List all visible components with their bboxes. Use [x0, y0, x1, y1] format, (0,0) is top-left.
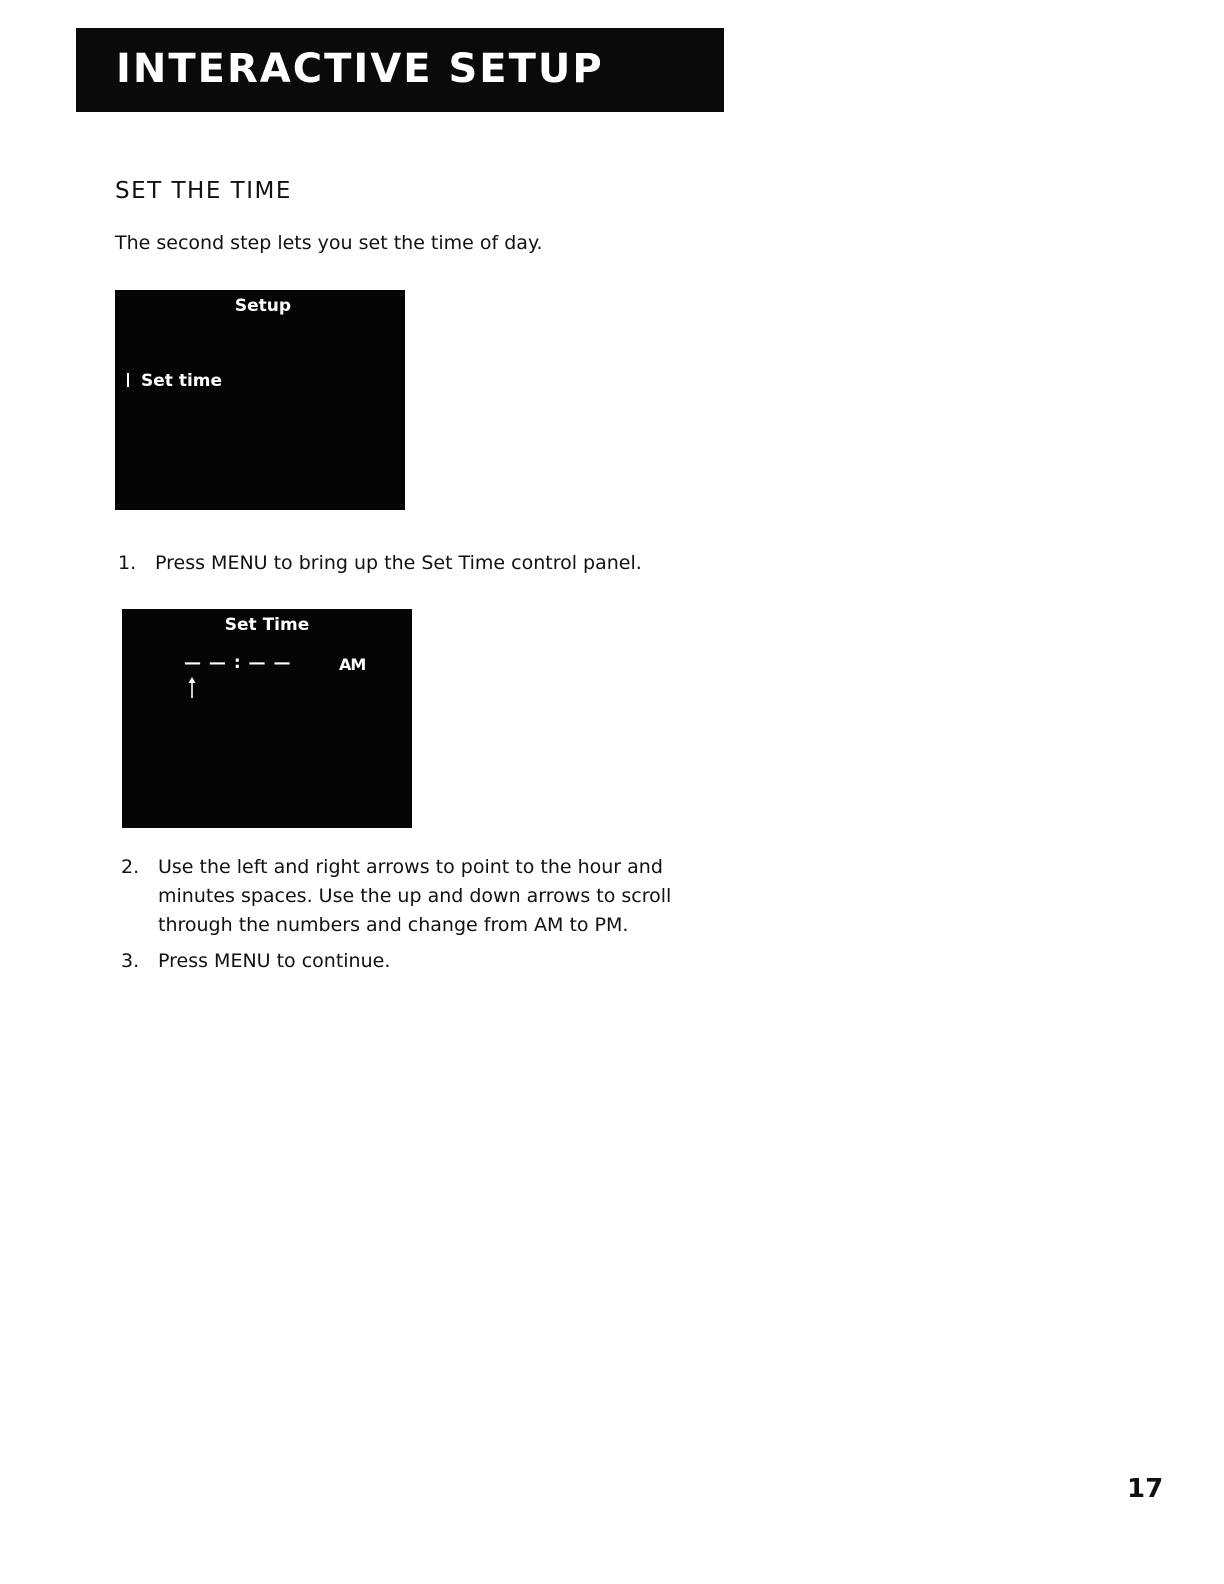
time-display: — — : — —	[184, 653, 292, 673]
step-text: Press MENU to continue.	[158, 950, 391, 972]
step-text	[158, 853, 671, 940]
step-number: 1.	[118, 552, 137, 574]
set-time-screen	[122, 609, 412, 828]
up-arrow-cursor-icon	[186, 677, 198, 699]
set-time-screen-title: Set Time	[224, 615, 310, 635]
page-number: 17	[1127, 1474, 1164, 1504]
step-number: 2.	[121, 856, 140, 878]
step-line: minutes spaces. Use the up and down arrows to scroll	[158, 885, 672, 907]
set-time-menu-item	[127, 371, 222, 391]
step-line: Use the left and right arrows to point to the hour and	[158, 856, 663, 878]
section-title: SET THE TIME	[115, 178, 292, 204]
setup-menu-screen	[115, 290, 405, 510]
am-pm-indicator: AM	[339, 655, 366, 674]
intro-text: The second step lets you set the time of day.	[115, 232, 543, 254]
step-text: Press MENU to bring up the Set Time control panel.	[155, 552, 642, 574]
step-line: through the numbers and change from AM to PM.	[158, 914, 629, 936]
step-number: 3.	[121, 950, 140, 972]
header-banner	[76, 28, 724, 112]
selection-marker-icon	[127, 373, 129, 387]
page-title: INTERACTIVE SETUP	[116, 46, 604, 92]
set-time-label: Set time	[141, 371, 223, 391]
setup-screen-title: Setup	[234, 296, 292, 316]
